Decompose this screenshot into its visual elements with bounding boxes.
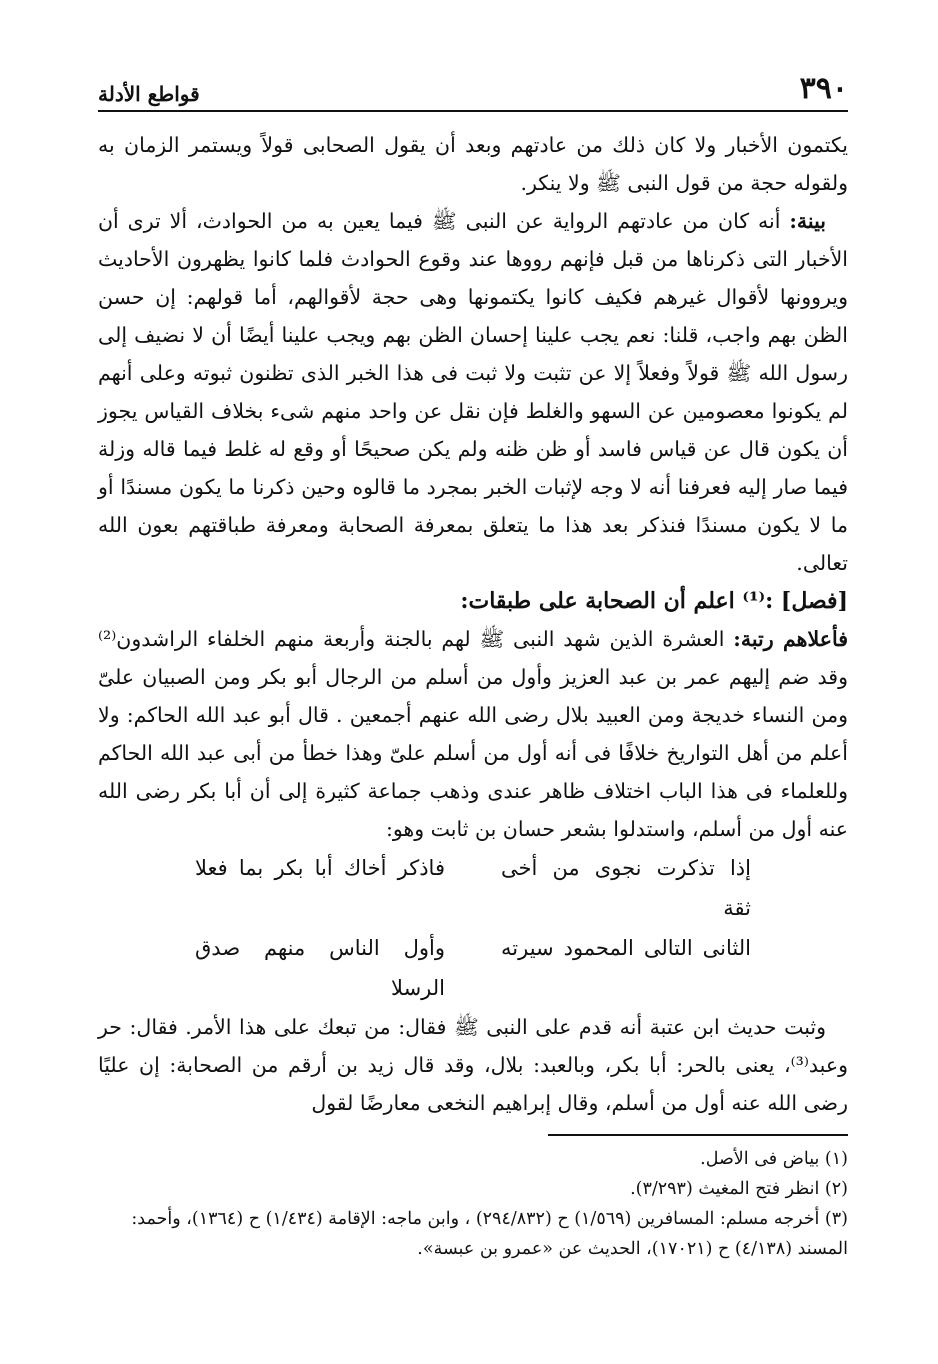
- paragraph-1: يكتمون الأخبار ولا كان ذلك من عادتهم وبعد أن يقول الصحابى قولاً ويستمر الزمان به ولقوله حجة من قول النبى ﷺ ولا ينكر.: [98, 133, 848, 195]
- poem-verse-1: [98, 848, 848, 928]
- paragraph-2: [98, 202, 848, 582]
- footnote-3: (٣) أخرجه مسلم: المسافرين (١/٥٦٩) ح (٢٩٤/٨٣٢) ، وابن ماجه: الإقامة (١/٤٣٤) ح (١٣٦٤)، وأحمد: المسند (٤/١٣٨) ح (١٧٠٢١)، الحديث عن «عمرو بن عبسة».: [131, 1209, 848, 1259]
- page-number: ٣٩٠: [799, 71, 848, 106]
- page-header: [98, 62, 848, 112]
- paragraph-2-text: أنه كان من عادتهم الرواية عن النبى ﷺ فيما يعين به من الحوادث، ألا ترى أن الأخبار التى ذكرناها من قبل فإنهم رووها عند وقوع الحوادث فلما كانوا يظهرون الأحاديث ويروونها لأقوال غيرهم فكيف كانوا يكتمونها وهى حجة لأقوالهم، أما قولهم: إن حسن الظن بهم واجب، قلنا: نعم يجب علينا إحسان الظن بهم ويجب علينا أيضًا أن لا نضيف إلى رسول الله ﷺ قولاً وفعلاً إلا عن تثبت ولا ثبت فى هذا الخبر الذى تظنون ثبوته وعلى أنهم لم يكونوا معصومين عن السهو والغلط فإن نقل عن واحد منهم شىء بخلاف القياس يجوز أن يكون قال عن قياس فاسد أو ظن ظنه ولم يكن صحيحًا أو وقع له غلط فيما قاله وزلة فيما صار إليه فعرفنا أنه لا وجه لإثبات الخبر بمجرد ما قالوه وحين ذكرنا ما يكون مسندًا أو ما لا يكون مسندًا فنذكر بعد هذا ما يتعلق بمعرفة الصحابة ومعرفة طباقتهم بعون الله تعالى.: [98, 209, 848, 575]
- paragraph-3-text: العشرة الذين شهد النبى ﷺ لهم بالجنة وأربعة منهم الخلفاء الراشدون⁽²⁾ وقد ضم إليهم عمر بن عبد العزيز وأول من أسلم من الرجال أبو بكر ومن الصبيان علىّ ومن النساء خديجة ومن العبيد بلال رضى الله عنهم أجمعين . قال أبو عبد الله الحاكم: ولا أعلم من أهل التواريخ خلافًا فى أنه أول من أسلم علىّ وهذا خطأ من أبى عبد الله الحاكم وللعلماء فى هذا الباب اختلاف ظاهر عندى وذهب جماعة كثيرة إلى أن أبا بكر رضى الله عنه أول من أسلم، واستدلوا بشعر حسان بن ثابت وهو:: [98, 627, 848, 841]
- paragraph-3: [98, 620, 848, 848]
- footnote-2: (٢) انظر فتح المغيث (٣/٢٩٣).: [630, 1179, 848, 1199]
- section-heading: [فصل] :⁽¹⁾ اعلم أن الصحابة على طبقات:: [460, 588, 848, 614]
- footnotes: [98, 1144, 848, 1264]
- page-body: [98, 126, 848, 1122]
- footnote-rule: [548, 1134, 848, 1136]
- verse-1-second-hemistich: فاذكر أخاك أبا بكر بما فعلا: [195, 856, 445, 880]
- footnote-1: (١) بياض فى الأصل.: [700, 1149, 848, 1169]
- paragraph-4: وثبت حديث ابن عتبة أنه قدم على النبى ﷺ فقال: من تبعك على هذا الأمر. فقال: حر وعبد⁽³⁾، يعنى بالحر: أبا بكر، وبالعبد: بلال، وقد قال زيد بن أرقم من الصحابة: إن عليًا رضى الله عنه أول من أسلم، وقال إبراهيم النخعى معارضًا لقول: [98, 1015, 848, 1115]
- verse-2-second-hemistich: وأول الناس منهم صدق الرسلا: [195, 936, 445, 1000]
- poem-verse-2: [98, 928, 848, 1008]
- verse-2-first-hemistich: الثانى التالى المحمود سيرته: [501, 936, 751, 960]
- running-title: قواطع الأدلة: [98, 82, 200, 106]
- paragraph-2-lead: بينة:: [789, 209, 826, 233]
- verse-1-first-hemistich: إذا تذكرت نجوى من أخى ثقة: [501, 856, 751, 920]
- paragraph-3-lead: فأعلاهم رتبة:: [733, 627, 849, 651]
- book-page: [98, 62, 848, 1264]
